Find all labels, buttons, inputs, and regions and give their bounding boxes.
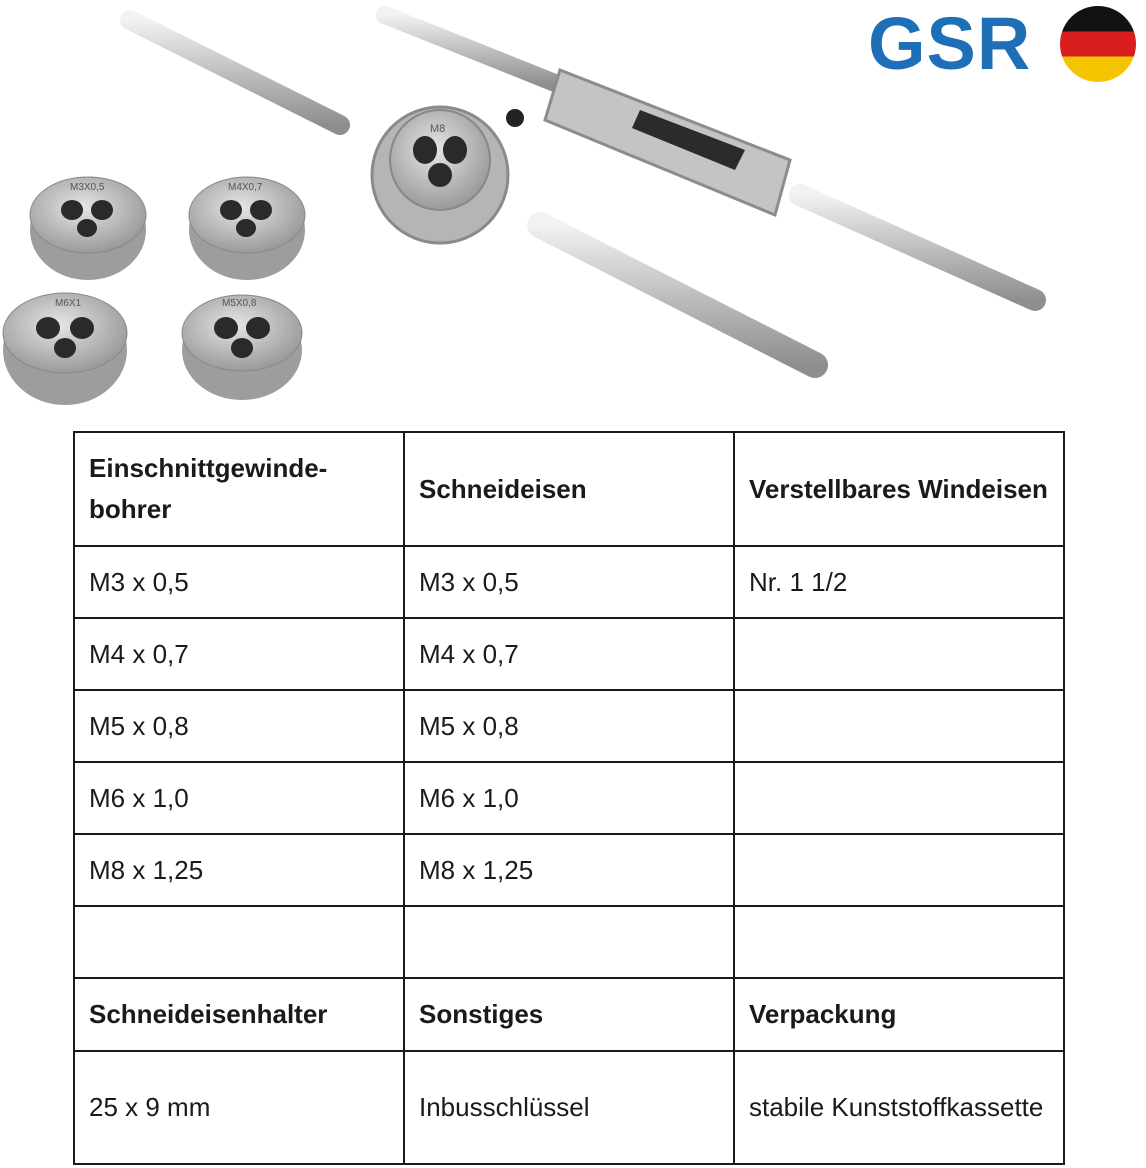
table-cell: M6 x 1,0	[74, 762, 404, 834]
die-m3	[30, 177, 146, 280]
table-cell	[734, 834, 1064, 906]
table-cell: M3 x 0,5	[404, 546, 734, 618]
table-cell: M4 x 0,7	[404, 618, 734, 690]
table-header-cell: Verpackung	[734, 978, 1064, 1051]
table-cell	[404, 906, 734, 978]
table-cell	[734, 618, 1064, 690]
table-cell: M8 x 1,25	[404, 834, 734, 906]
die-marking-m3: M3X0,5	[70, 182, 105, 193]
table-cell	[74, 906, 404, 978]
die-marking-m4: M4X0,7	[228, 182, 263, 193]
die-marking-m5: M5X0,8	[222, 298, 257, 309]
die-m4	[189, 177, 305, 280]
table-cell: M6 x 1,0	[404, 762, 734, 834]
die-m5	[182, 295, 302, 400]
table-cell: Inbusschlüssel	[404, 1051, 734, 1164]
die-marking-m8: M8	[430, 123, 446, 135]
table-cell: M5 x 0,8	[404, 690, 734, 762]
table-row	[74, 618, 1064, 690]
table-row	[74, 690, 1064, 762]
spec-table	[73, 431, 1065, 1165]
german-flag-icon	[1060, 6, 1136, 82]
table-cell	[734, 906, 1064, 978]
logo-text: GSR	[868, 2, 1032, 85]
table-row	[74, 834, 1064, 906]
table-header-cell: Schneideisenhalter	[74, 978, 404, 1051]
table-cell: 25 x 9 mm	[74, 1051, 404, 1164]
table-cell: Nr. 1 1/2	[734, 546, 1064, 618]
table-row	[74, 762, 1064, 834]
table-header-cell: Sonstiges	[404, 978, 734, 1051]
table-cell	[734, 690, 1064, 762]
table-row	[74, 906, 1064, 978]
table-header-cell: Verstellbares Windeisen	[734, 432, 1064, 546]
table-header-cell: Schneideisen	[404, 432, 734, 546]
table-cell: stabile Kunststoffkassette	[734, 1051, 1064, 1164]
table-header-cell: Einschnittgewinde-bohrer	[74, 432, 404, 546]
table-cell: M5 x 0,8	[74, 690, 404, 762]
table-row	[74, 546, 1064, 618]
table-row	[74, 978, 1064, 1051]
table-cell	[734, 762, 1064, 834]
table-cell: M3 x 0,5	[74, 546, 404, 618]
table-row	[74, 1051, 1064, 1164]
die-marking-m6: M6X1	[55, 298, 82, 309]
table-cell: M8 x 1,25	[74, 834, 404, 906]
die-m6	[3, 293, 127, 405]
table-cell: M4 x 0,7	[74, 618, 404, 690]
gsr-logo	[868, 2, 1144, 86]
table-row	[74, 432, 1064, 546]
